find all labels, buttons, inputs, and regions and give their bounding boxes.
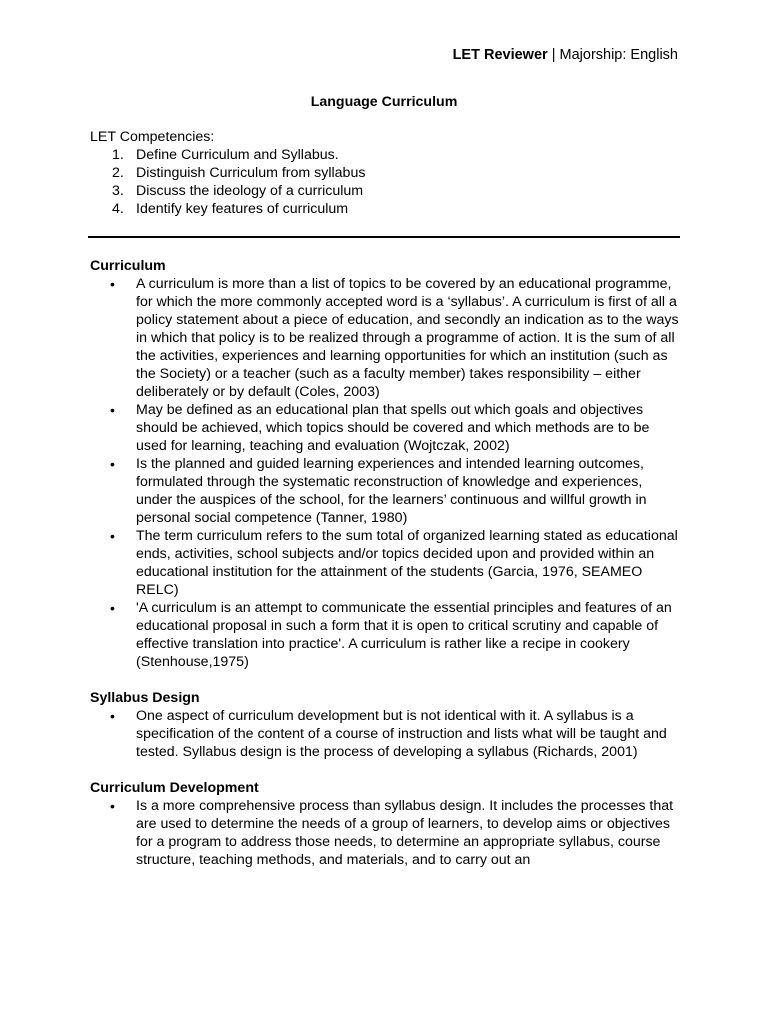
list-item: • 'A curriculum is an attempt to communicate the essential principles and features of an educational proposal in such a form that it is open to critical scrutiny and capable of effective translation into practice'. A curriculum is rather like a recipe in cookery (Stenhouse,1975): [110, 600, 672, 670]
list-item: • May be defined as an educational plan that spells out which goals and objectives should be achieved, which topics should be covered and which methods are to be used for learning, teaching and evaluation (Wojtczak, 2002): [110, 402, 650, 454]
header-title: LET Reviewer: [452, 47, 548, 63]
header-separator: |: [551, 47, 556, 63]
page-header: [453, 46, 678, 64]
list-item: • Is a more comprehensive process than syllabus design. It includes the processes that are used to determine the needs of a group of learners, to develop aims or objectives for a program to address those needs, to determine an appropriate syllabus, course structure, teaching methods, and materials, and to carry out an: [110, 798, 674, 868]
competencies-label: LET Competencies:: [90, 129, 215, 145]
bullet-icon: •: [110, 600, 115, 616]
section-heading: Curriculum Development: [90, 780, 259, 796]
bullet-icon: •: [110, 708, 115, 724]
bullet-icon: •: [110, 456, 115, 472]
competency-item: 1. Define Curriculum and Syllabus.: [112, 147, 339, 163]
section-curriculum-development: [90, 779, 680, 869]
section-divider: [88, 236, 680, 238]
competency-item: 3. Discuss the ideology of a curriculum: [112, 183, 364, 199]
section-syllabus-design: [90, 689, 680, 761]
list-item: • One aspect of curriculum development but is not identical with it. A syllabus is a specification of the content of a course of instruction and lists what will be taught and tested. Syllabus design is the process of developing a syllabus (Richards, 2001): [110, 708, 667, 760]
bullet-icon: •: [110, 402, 115, 418]
section-curriculum: [90, 257, 680, 671]
competencies-list: [90, 146, 690, 218]
list-item: • The term curriculum refers to the sum total of organized learning stated as educational ends, activities, school subjects and/or topics decided upon and provided within an educational institution for the attainment of the students (Garcia, 1976, SEAMEO RELC): [110, 528, 678, 598]
list-item: • Is the planned and guided learning experiences and intended learning outcomes, formulated through the systematic reconstruction of knowledge and experiences, under the auspices of the school, for the learners’ continuous and willful growth in personal social competence (Tanner, 1980): [110, 456, 647, 526]
document-body: [90, 257, 680, 887]
list-item: • A curriculum is more than a list of topics to be covered by an educational programme, for which the more commonly accepted word is a ‘syllabus’. A curriculum is first of all a policy statement about a piece of education, and secondly an indication as to the ways in which that policy is to be realized through a programme of action. It is the sum of all the activities, experiences and learning opportunities for which an institution (such as the Society) or a teacher (such as a faculty member) takes responsibility – either deliberately or by default (Coles, 2003): [110, 276, 679, 400]
document-title: Language Curriculum: [310, 94, 458, 110]
section-heading: Syllabus Design: [90, 690, 200, 706]
bullet-list: [90, 707, 680, 761]
bullet-icon: •: [110, 798, 115, 814]
bullet-icon: •: [110, 276, 115, 292]
section-heading: Curriculum: [90, 258, 166, 274]
header-majorship: Majorship: English: [559, 47, 678, 63]
competency-item: 2. Distinguish Curriculum from syllabus: [112, 165, 366, 181]
bullet-list: [90, 797, 680, 869]
competency-item: 4. Identify key features of curriculum: [112, 201, 349, 217]
bullet-icon: •: [110, 528, 115, 544]
competencies-block: [90, 128, 690, 218]
bullet-list: [90, 275, 680, 671]
